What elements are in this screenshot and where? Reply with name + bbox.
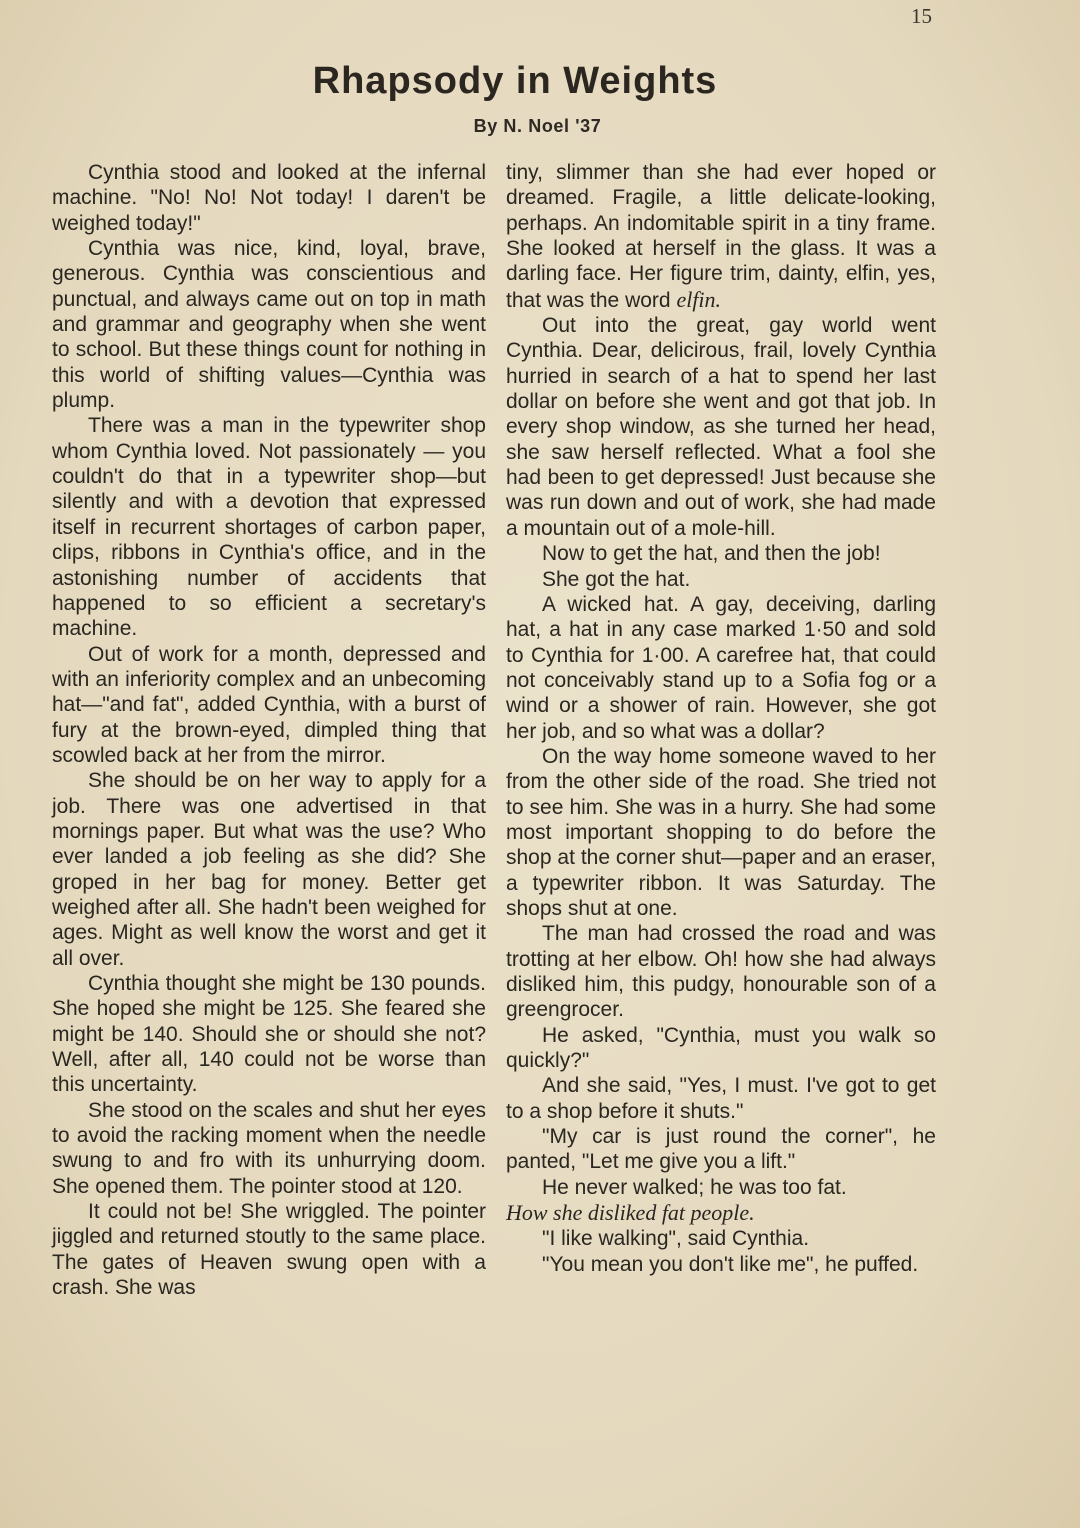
paragraph: He asked, "Cynthia, must you walk so quickly?" <box>506 1023 936 1073</box>
paragraph: He never walked; he was too fat. <box>542 1175 847 1199</box>
paragraph <box>506 160 936 313</box>
paragraph: On the way home someone waved to her from the other side of the road. She tried not to see him. She was in a hurry. She had some most important shopping to do before the shop at the corner shut—paper and an eraser, a typewriter ribbon. It was Saturday. The shops shut at one. <box>506 744 936 920</box>
paragraph: "You mean you don't like me", he puffed. <box>542 1252 919 1276</box>
paragraph: Out of work for a month, depressed and with an inferiority complex and an unbecoming hat—"and fat", added Cynthia, with a burst of fury at the brown-eyed, dimpled thing that scowled back at her from the mirror. <box>52 642 486 767</box>
paragraph: Out into the great, gay world went Cynthia. Dear, delicirous, frail, lovely Cynthia hurried in search of a hat to spend her last dollar on before she went and got that job. In every shop window, as she turned her head, she saw herself reflected. What a fool she had been to get depressed! Just because she was run down and out of work, she had made a mountain out of a mole-hill. <box>506 314 936 540</box>
paragraph: She should be on her way to apply for a job. There was one advertised in that mornings paper. But what was the use? Who ever landed a job feeling as she did? She groped in her bag for money. Better get weighed after all. She hadn't been weighed for ages. Might as well know the worst and get it all over. <box>52 769 486 970</box>
paragraph: Cynthia was nice, kind, loyal, brave, generous. Cynthia was conscientious and punctual, and always came out on top in math and grammar and geography when she went to school. But these things count for nothing in this world of shifting values—Cynthia was plump. <box>52 237 486 413</box>
paragraph: She got the hat. <box>542 567 691 591</box>
right-column <box>506 160 936 1277</box>
paragraph-text: tiny, slimmer than she had ever hoped or dreamed. Fragile, a little delicate-looking, perhaps. An indomitable spirit in a tiny frame. She looked at herself in the glass. It was a darling face. Her figure trim, dainty, elfin, yes, that was the word <box>506 161 936 312</box>
paragraph: There was a man in the typewriter shop whom Cynthia loved. Not passionately — you couldn't do that in a typewriter shop—but silently and with a devotion that expressed itself in recurrent shortages of carbon paper, clips, ribbons in Cynthia's office, and in the astonishing number of accidents that happened to so efficient a secretary's machine. <box>52 414 486 641</box>
italic-paragraph <box>506 1200 936 1226</box>
article-title: Rhapsody in Weights <box>312 60 718 102</box>
paragraph: Cynthia thought she might be 130 pounds. She hoped she might be 125. She feared she might be 140. Should she or should she not? Well, after all, 140 could not be worse than this uncertainty. <box>52 972 486 1097</box>
paragraph: It could not be! She wriggled. The pointer jiggled and returned stoutly to the same place. The gates of Heaven swung open with a crash. She was <box>52 1200 486 1300</box>
paragraph: "My car is just round the corner", he panted, "Let me give you a lift." <box>506 1125 936 1174</box>
paragraph: And she said, "Yes, I must. I've got to get to a shop before it shuts." <box>506 1074 936 1123</box>
paragraph: She stood on the scales and shut her eyes to avoid the racking moment when the needle swung to and fro with its unhurrying doom. She opened them. The pointer stood at 120. <box>52 1098 486 1198</box>
emphasis-text: elfin. <box>676 286 722 312</box>
paragraph: Cynthia stood and looked at the infernal machine. "No! No! Not today! I daren't be weighed today!" <box>52 161 486 235</box>
paragraph: Now to get the hat, and then the job! <box>542 542 881 566</box>
left-column <box>52 160 486 1300</box>
paragraph: The man had crossed the road and was trotting at her elbow. Oh! how she had always disliked him, this pudgy, honourable son of a greengrocer. <box>506 922 936 1022</box>
paragraph: "I like walking", said Cynthia. <box>542 1227 810 1251</box>
article-byline: By N. Noel '37 <box>473 116 602 136</box>
emphasis-text: How she disliked fat people. <box>506 1200 755 1226</box>
page-number: 15 <box>911 4 932 28</box>
paragraph: A wicked hat. A gay, deceiving, darling hat, a hat in any case marked 1·50 and sold to Cynthia for 1·00. A carefree hat, that could not conceivably stand up to a Sofia fog or a wind or a shower of rain. However, she got her job, and so what was a dollar? <box>506 592 936 743</box>
